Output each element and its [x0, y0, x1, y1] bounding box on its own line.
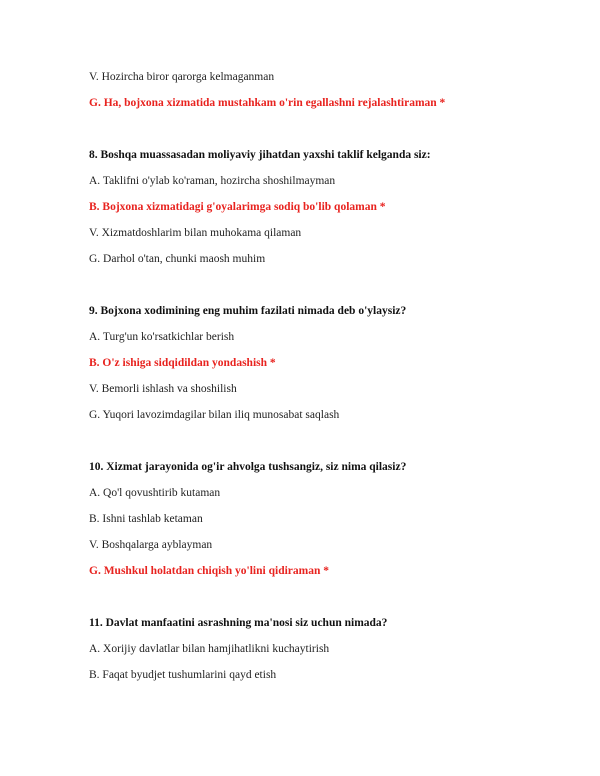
correct-answer: G. Mushkul holatdan chiqish yo'lini qidiraman *: [89, 565, 329, 577]
question-heading: 8. Boshqa muassasadan moliyaviy jihatdan yaxshi taklif kelganda siz:: [89, 149, 431, 161]
answer-option: A. Xorijiy davlatlar bilan hamjihatlikni kuchaytirish: [89, 643, 330, 655]
question-heading: 9. Bojxona xodimining eng muhim fazilati nimada deb o'ylaysiz?: [89, 305, 407, 317]
answer-option: G. Darhol o'tan, chunki maosh muhim: [89, 253, 266, 265]
answer-option: A. Taklifni o'ylab ko'raman, hozircha shoshilmayman: [89, 175, 336, 187]
answer-option: V. Xizmatdoshlarim bilan muhokama qilaman: [89, 227, 302, 239]
answer-option: B. Ishni tashlab ketaman: [89, 513, 203, 525]
answer-option: B. Faqat byudjet tushumlarini qayd etish: [89, 669, 277, 681]
answer-option: A. Qo'l qovushtirib kutaman: [89, 487, 221, 499]
correct-answer: B. O'z ishiga sidqidildan yondashish *: [89, 357, 276, 369]
correct-answer: B. Bojxona xizmatidagi g'oyalarimga sodiq bo'lib qolaman *: [89, 201, 386, 213]
answer-option: A. Turg'un ko'rsatkichlar berish: [89, 331, 235, 343]
answer-option: G. Yuqori lavozimdagilar bilan iliq munosabat saqlash: [89, 409, 340, 421]
answer-option: V. Hozircha biror qarorga kelmaganman: [89, 71, 275, 83]
question-heading: 11. Davlat manfaatini asrashning ma'nosi siz uchun nimada?: [89, 617, 388, 629]
answer-option: V. Bemorli ishlash va shoshilish: [89, 383, 237, 395]
answer-option: V. Boshqalarga ayblayman: [89, 539, 213, 551]
question-heading: 10. Xizmat jarayonida og'ir ahvolga tushsangiz, siz nima qilasiz?: [89, 461, 407, 473]
correct-answer: G. Ha, bojxona xizmatida mustahkam o'rin egallashni rejalashtiraman *: [89, 97, 446, 109]
